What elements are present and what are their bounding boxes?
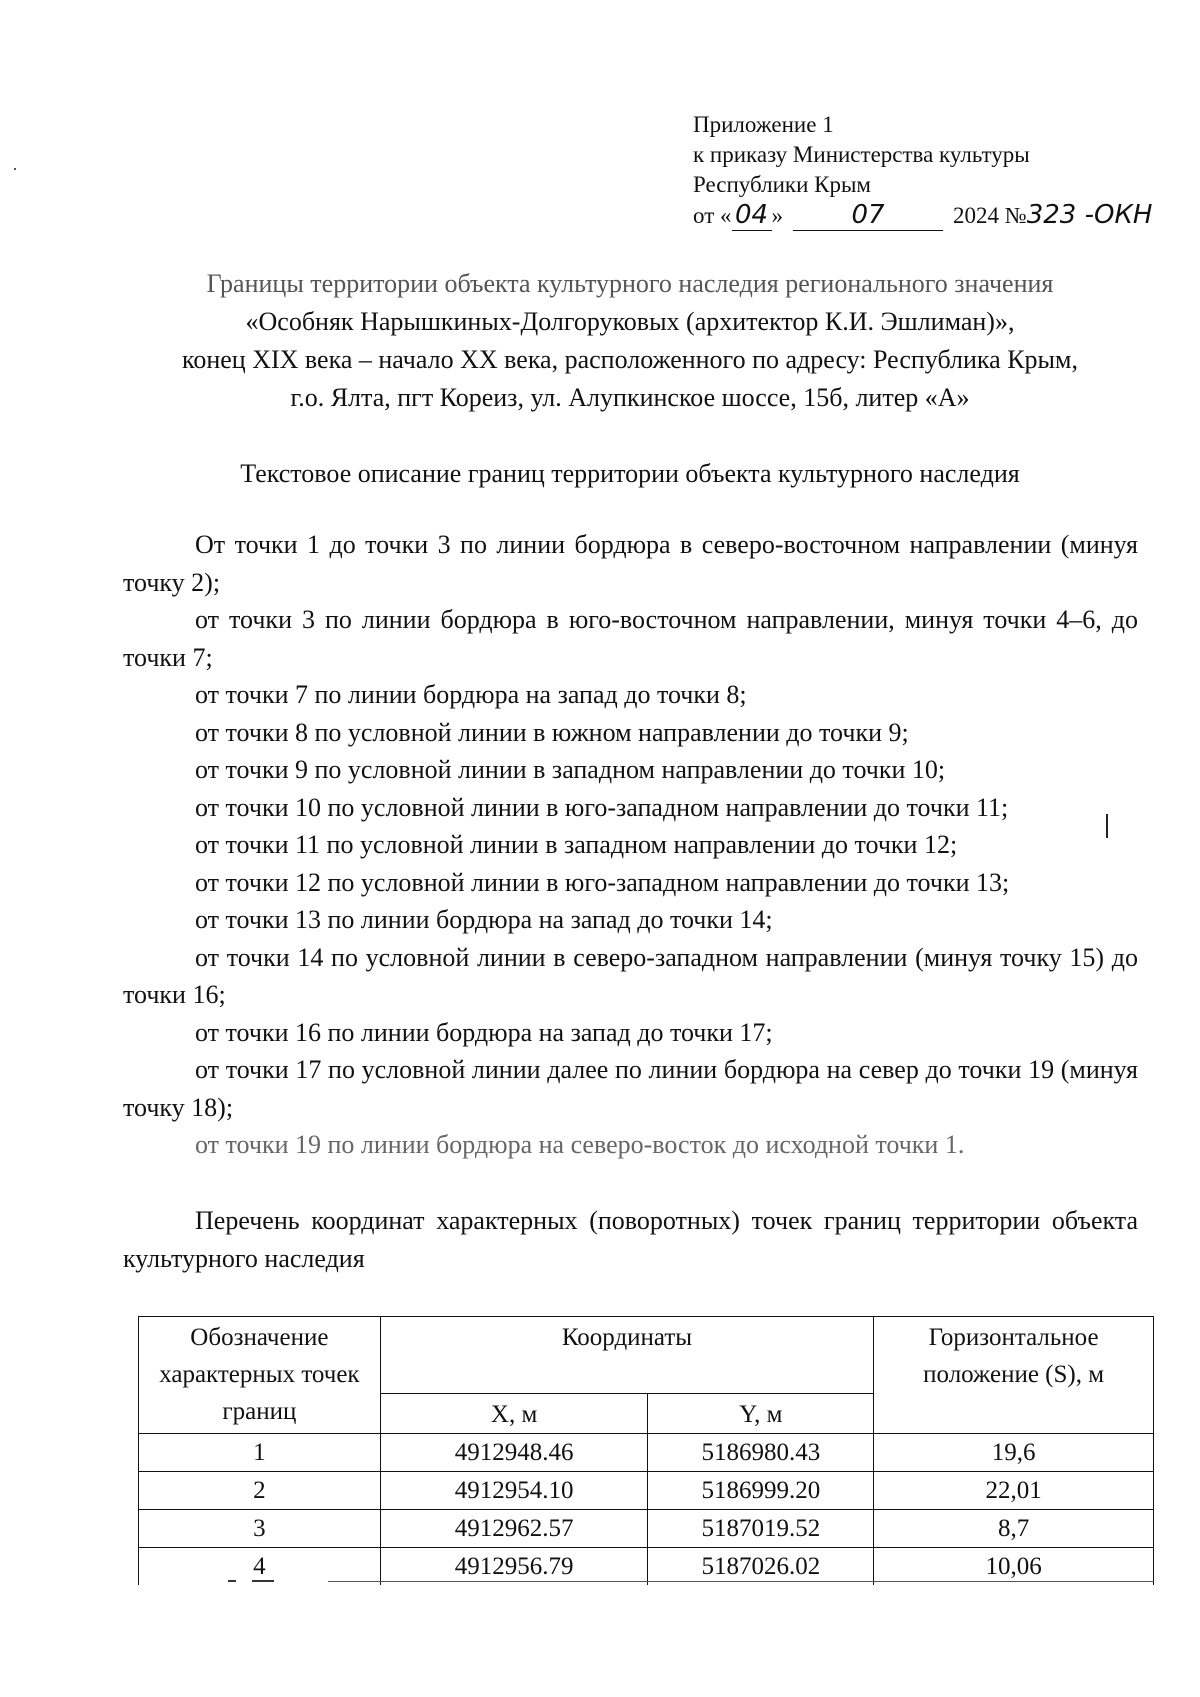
header-point-designation: Обозначение характерных точек границ (139, 1317, 381, 1434)
appendix-line-2: к приказу Министерства культуры (693, 142, 1030, 167)
title-line-4: г.о. Ялта, пгт Кореиз, ул. Алупкинское шоссе, 15б, литер «А» (290, 383, 970, 412)
date-prefix: от « (693, 203, 732, 228)
cell-y: 5186980.43 (648, 1434, 874, 1472)
description-paragraph: От точки 1 до точки 3 по линии бордюра в северо-восточном направлении (минуя точку 2); (123, 530, 1138, 597)
table-row (139, 1434, 1154, 1472)
header-x: X, м (380, 1394, 648, 1434)
cell-s: 8,7 (874, 1510, 1154, 1548)
appendix-line-3: Республики Крым (693, 172, 871, 197)
title-line-2: «Особняк Нарышкиных-Долгоруковых (архитектор К.И. Эшлиман)», (245, 307, 1015, 336)
cell-x: 4912956.79 (380, 1548, 648, 1586)
date-month: 07 (793, 200, 943, 231)
header-coordinates: Координаты (380, 1317, 873, 1394)
coordinates-heading: Перечень координат характерных (поворотных) точек границ территории объекта культурного наследия (123, 1206, 1138, 1273)
header-y: Y, м (648, 1394, 874, 1434)
title-line-3: конец XIX века – начало XX века, расположенного по адресу: Республика Крым, (182, 345, 1078, 374)
description-paragraph: от точки 12 по условной линии в юго-западном направлении до точки 13; (195, 867, 1010, 897)
date-year: 2024 № (953, 203, 1027, 228)
appendix-date-line (693, 200, 1173, 231)
cell-y: 5187026.02 (648, 1548, 874, 1586)
cell-x: 4912954.10 (380, 1472, 648, 1510)
cell-s: 22,01 (874, 1472, 1154, 1510)
coordinates-table (138, 1316, 1154, 1585)
appendix-header (693, 110, 1173, 231)
boundary-description (123, 526, 1138, 1164)
cell-s: 10,06 (874, 1548, 1154, 1586)
description-paragraph: от точки 16 по линии бордюра на запад до точки 17; (195, 1017, 773, 1047)
table-row (139, 1472, 1154, 1510)
description-paragraph: от точки 14 по условной линии в северо-западном направлении (минуя точку 15) до точки 16; (123, 942, 1138, 1009)
document-title (120, 265, 1140, 417)
description-paragraph: от точки 17 по условной линии далее по линии бордюра на север до точки 19 (минуя точку 18); (123, 1055, 1138, 1122)
description-paragraph: от точки 9 по условной линии в западном направлении до точки 10; (195, 755, 946, 784)
scan-artifact (14, 168, 16, 170)
appendix-line-1: Приложение 1 (693, 112, 834, 137)
scan-artifact-mark (1106, 814, 1108, 838)
cell-point: 3 (139, 1510, 381, 1548)
cell-x: 4912948.46 (380, 1434, 648, 1472)
page-bottom-rule (328, 1581, 1154, 1582)
order-number: 323 -ОКН (1026, 200, 1153, 230)
cell-point: 1 (139, 1434, 381, 1472)
table-row (139, 1548, 1154, 1586)
cell-point: 4 (139, 1548, 381, 1586)
description-paragraph: от точки 13 по линии бордюра на запад до точки 14; (195, 905, 773, 934)
cell-s: 19,6 (874, 1434, 1154, 1472)
header-horizontal-distance: Горизонтальное положение (S), м (874, 1317, 1154, 1434)
scan-artifact-dash (228, 1580, 236, 1582)
scan-artifact-dash (252, 1580, 274, 1582)
description-paragraph: от точки 8 по условной линии в южном направлении до точки 9; (195, 717, 909, 747)
cell-y: 5187019.52 (648, 1510, 874, 1548)
date-day: 04 (732, 200, 772, 231)
description-paragraph: от точки 3 по линии бордюра в юго-восточном направлении, минуя точки 4–6, до точки 7; (123, 605, 1138, 672)
description-paragraph: от точки 7 по линии бордюра на запад до точки 8; (195, 680, 747, 709)
cell-y: 5186999.20 (648, 1472, 874, 1510)
description-paragraph: от точки 10 по условной линии в юго-западном направлении до точки 11; (195, 792, 1009, 822)
description-heading: Текстовое описание границ территории объекта культурного наследия (240, 459, 1020, 488)
title-line-1: Границы территории объекта культурного наследия регионального значения (206, 269, 1054, 298)
date-mid: » (771, 203, 783, 228)
description-paragraph: от точки 11 по условной линии в западном направлении до точки 12; (195, 830, 958, 859)
description-paragraph: от точки 19 по линии бордюра на северо-восток до исходной точки 1. (195, 1130, 965, 1159)
cell-point: 2 (139, 1472, 381, 1510)
table-row (139, 1510, 1154, 1548)
cell-x: 4912962.57 (380, 1510, 648, 1548)
